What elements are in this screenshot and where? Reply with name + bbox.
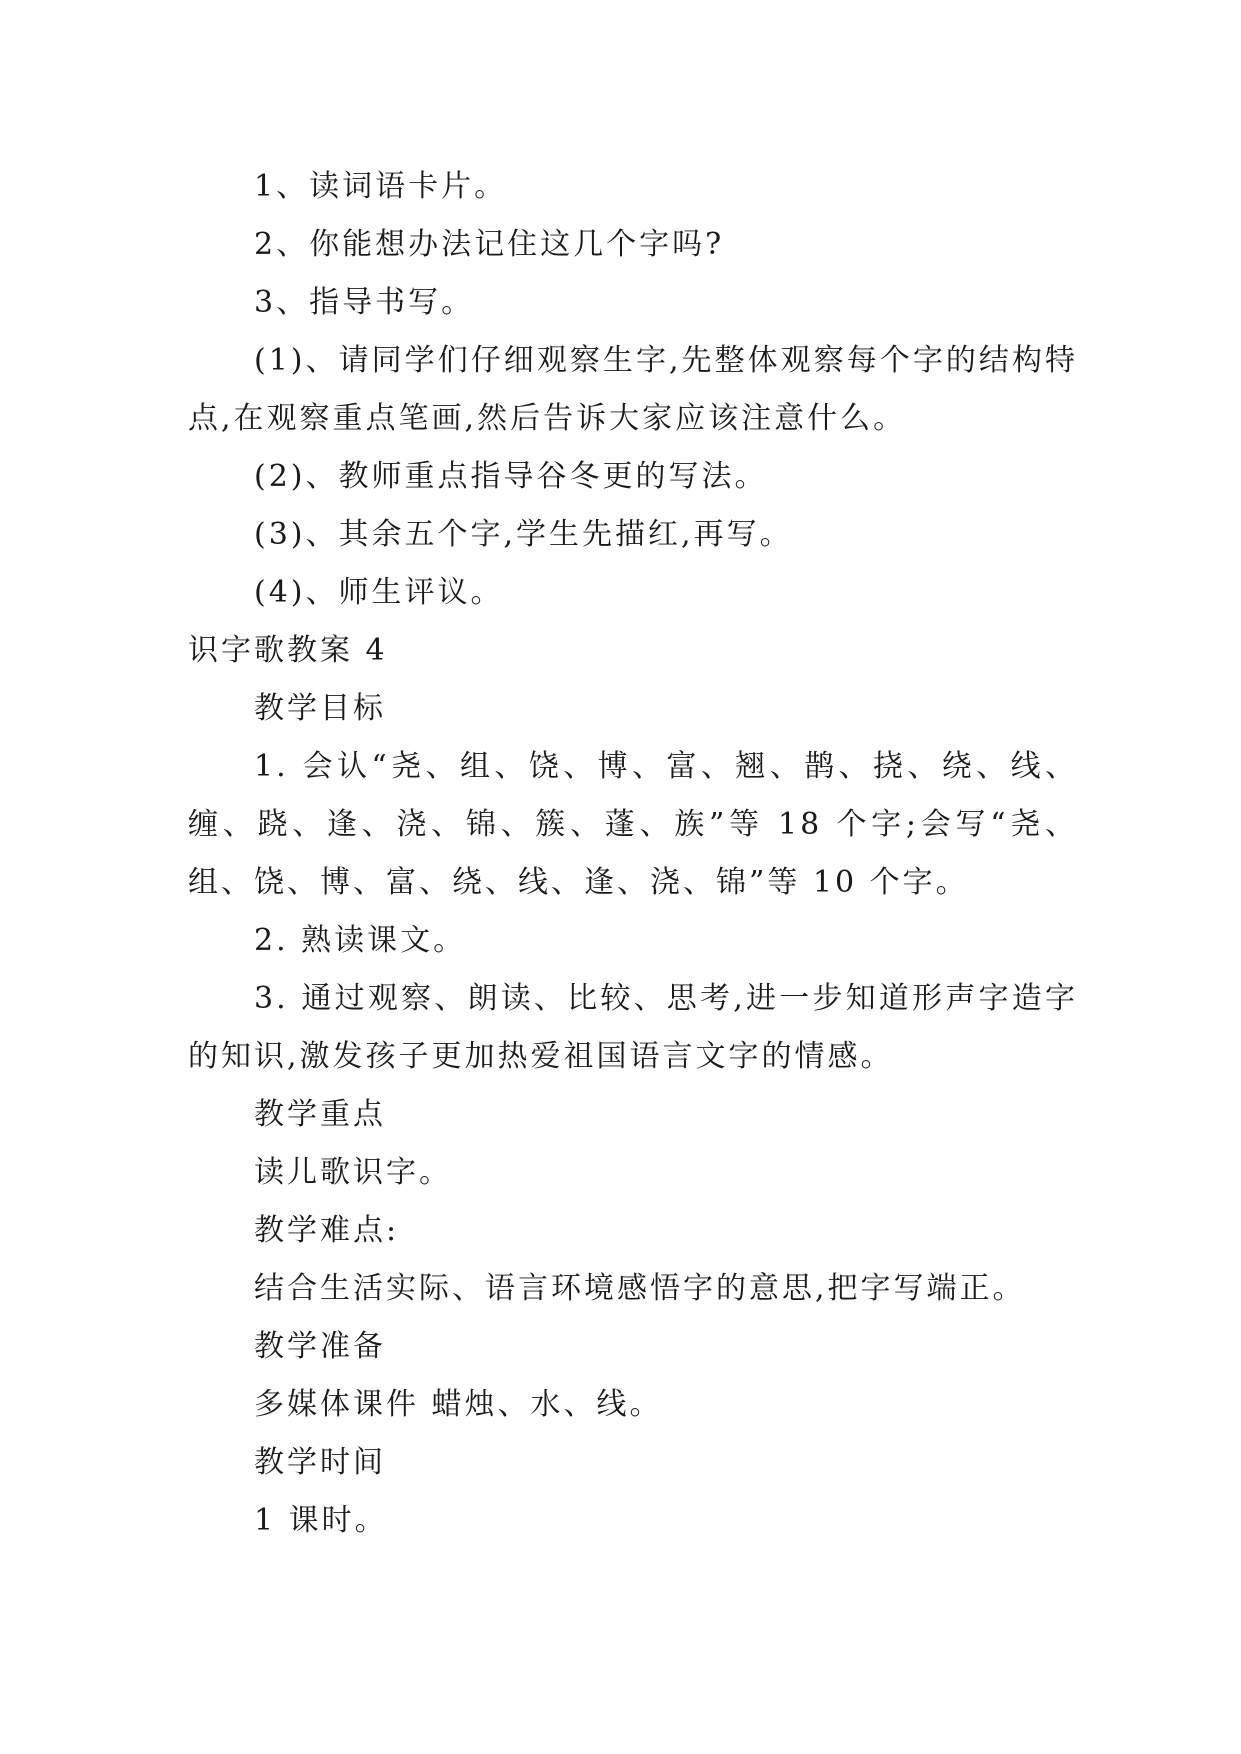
objective-2: 2. 熟读课文。 — [254, 923, 467, 958]
substep-observe-characters: (1)、请同学们仔细观察生字,先整体观察每个字的结构特点,在观察重点笔画,然后告诉大家应该注意什么。 — [188, 343, 1078, 436]
difficulty-label: 教学难点: — [254, 1213, 400, 1248]
key-point-text: 读儿歌识字。 — [254, 1155, 452, 1190]
objective-1: 1. 会认“尧、组、饶、博、富、翘、鹊、挠、绕、线、缠、跷、逢、浇、锦、簇、蓬、族”等 18 个字;会写“尧、组、饶、博、富、绕、线、逢、浇、锦”等 10 个字。 — [188, 749, 1078, 900]
section-title: 识字歌教案 4 — [188, 633, 388, 668]
time-text: 1 课时。 — [254, 1503, 388, 1538]
objective-3: 3. 通过观察、朗读、比较、思考,进一步知道形声字造字的知识,激发孩子更加热爱祖国语言文字的情感。 — [188, 981, 1078, 1074]
document-body — [188, 158, 1078, 1550]
teaching-objectives-label: 教学目标 — [254, 691, 386, 726]
difficulty-text: 结合生活实际、语言环境感悟字的意思,把字写端正。 — [254, 1271, 1026, 1306]
step-read-word-cards: 1、读词语卡片。 — [254, 169, 508, 204]
substep-evaluation: (4)、师生评议。 — [254, 575, 504, 610]
substep-teacher-guidance: (2)、教师重点指导谷冬更的写法。 — [254, 459, 768, 494]
substep-trace-and-write: (3)、其余五个字,学生先描红,再写。 — [254, 517, 793, 552]
step-writing-guidance: 3、指导书写。 — [254, 285, 475, 320]
preparation-label: 教学准备 — [254, 1329, 386, 1364]
step-memorize-characters: 2、你能想办法记住这几个字吗? — [254, 227, 725, 262]
time-label: 教学时间 — [254, 1445, 386, 1480]
preparation-text: 多媒体课件 蜡烛、水、线。 — [254, 1387, 663, 1422]
key-point-label: 教学重点 — [254, 1097, 386, 1132]
